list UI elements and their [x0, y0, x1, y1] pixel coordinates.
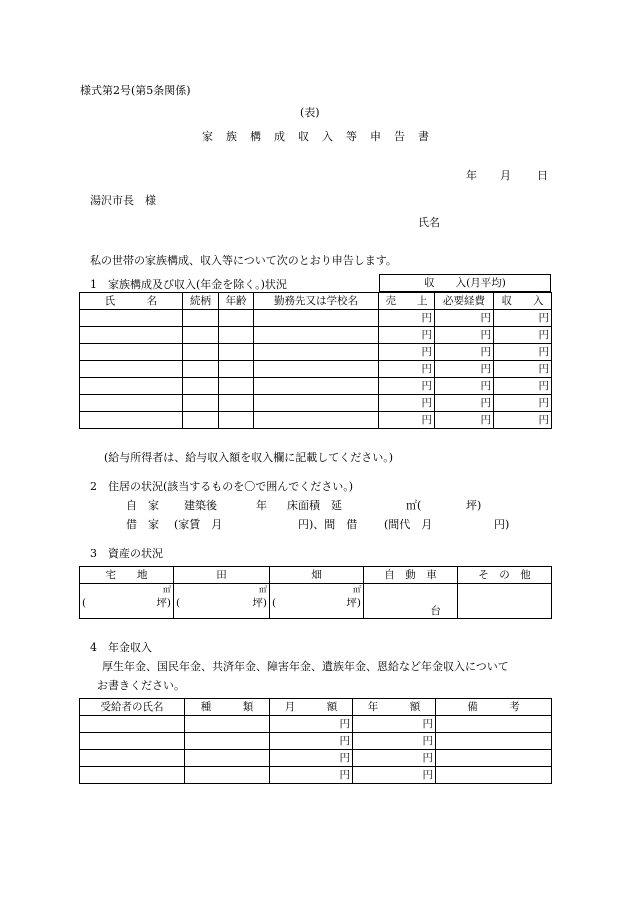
- table-row: [80, 378, 552, 395]
- assets-table: [79, 566, 552, 619]
- expenses-cell[interactable]: [435, 361, 494, 378]
- name-cell[interactable]: [80, 310, 183, 327]
- col-residential-land: 宅 地: [80, 567, 174, 584]
- farm-field-cell[interactable]: [270, 584, 364, 619]
- yen-unit: 円: [480, 397, 491, 409]
- family-table-header: [80, 293, 552, 310]
- name-cell[interactable]: [80, 361, 183, 378]
- tsubo-close: 坪): [346, 597, 361, 609]
- income-cell[interactable]: [494, 310, 552, 327]
- own-house: 自 家: [126, 499, 159, 512]
- date-month: 月: [500, 169, 511, 182]
- section1-heading: 1 家族構成及び収入(年金を除く。)状況: [90, 278, 287, 291]
- table-row: [80, 361, 552, 378]
- col-farm-field: 畑: [270, 567, 364, 584]
- residential-land-cell[interactable]: [80, 584, 174, 619]
- rice-field-cell[interactable]: [174, 584, 270, 619]
- remarks-cell[interactable]: [436, 716, 552, 733]
- sales-cell[interactable]: [379, 310, 435, 327]
- remarks-cell[interactable]: [436, 767, 552, 784]
- yen-unit: 円: [422, 735, 433, 747]
- yen-unit: 円: [480, 312, 491, 324]
- name-cell[interactable]: [80, 344, 183, 361]
- sales-cell[interactable]: [379, 361, 435, 378]
- section4-text-line1: 厚生年金、国民年金、共済年金、障害年金、遺族年金、恩給など年金収入について: [102, 660, 509, 673]
- table-row: [80, 395, 552, 412]
- age-cell[interactable]: [219, 327, 254, 344]
- age-cell[interactable]: [219, 344, 254, 361]
- yen-unit: 円: [480, 346, 491, 358]
- col-age: 年齢: [219, 293, 254, 310]
- monthly-cell[interactable]: [270, 767, 353, 784]
- relation-cell[interactable]: [183, 344, 219, 361]
- recipient-cell[interactable]: [80, 733, 185, 750]
- tsubo-close: 坪): [156, 597, 171, 609]
- expenses-cell[interactable]: [435, 378, 494, 395]
- pension-header: [80, 699, 552, 716]
- name-cell[interactable]: [80, 412, 183, 429]
- recipient-cell[interactable]: [80, 750, 185, 767]
- front-side-label: (表): [300, 106, 320, 119]
- col-annual-amount: 年 額: [353, 699, 436, 716]
- floor-tsubo: 坪): [466, 499, 482, 512]
- yen-unit: 円: [421, 414, 432, 426]
- section4-text-line2: お書きください。: [97, 679, 185, 692]
- tsubo-open: (: [82, 597, 87, 609]
- room-yen: 円): [494, 518, 510, 531]
- expenses-cell[interactable]: [435, 395, 494, 412]
- col-pension-type: 種 類: [185, 699, 270, 716]
- remarks-cell[interactable]: [436, 733, 552, 750]
- workplace-cell[interactable]: [254, 412, 379, 429]
- income-header: 収 入(月平均): [380, 275, 551, 292]
- col-income: 収 入: [494, 293, 552, 310]
- sales-cell[interactable]: [379, 412, 435, 429]
- expenses-cell[interactable]: [435, 344, 494, 361]
- age-cell[interactable]: [219, 412, 254, 429]
- addressee: 湯沢市長 様: [90, 194, 156, 207]
- income-cell[interactable]: [494, 344, 552, 361]
- rent-yen: 円)、間 借: [298, 518, 358, 531]
- table-row: [80, 327, 552, 344]
- age-cell[interactable]: [219, 361, 254, 378]
- tsubo-close: 坪): [252, 597, 267, 609]
- pension-table: [79, 698, 552, 784]
- type-cell[interactable]: [185, 733, 270, 750]
- expenses-cell[interactable]: [435, 412, 494, 429]
- col-recipient-name: 受給者の氏名: [80, 699, 185, 716]
- yen-unit: 円: [421, 346, 432, 358]
- workplace-cell[interactable]: [254, 327, 379, 344]
- name-cell[interactable]: [80, 395, 183, 412]
- relation-cell[interactable]: [183, 327, 219, 344]
- workplace-cell[interactable]: [254, 344, 379, 361]
- vehicle-cell[interactable]: [364, 584, 458, 619]
- table-row: [80, 716, 552, 733]
- sales-cell[interactable]: [379, 327, 435, 344]
- name-cell[interactable]: [80, 378, 183, 395]
- yen-unit: 円: [538, 312, 549, 324]
- relation-cell[interactable]: [183, 361, 219, 378]
- workplace-cell[interactable]: [254, 310, 379, 327]
- age-cell[interactable]: [219, 378, 254, 395]
- annual-cell[interactable]: [353, 750, 436, 767]
- col-workplace: 勤務先又は学校名: [254, 293, 379, 310]
- relation-cell[interactable]: [183, 378, 219, 395]
- monthly-cell[interactable]: [270, 716, 353, 733]
- other-assets-cell[interactable]: [458, 584, 552, 619]
- col-name: 氏 名: [80, 293, 183, 310]
- years-label: 年: [256, 499, 267, 512]
- sales-cell[interactable]: [379, 378, 435, 395]
- yen-unit: 円: [538, 329, 549, 341]
- annual-cell[interactable]: [353, 733, 436, 750]
- yen-unit: 円: [538, 414, 549, 426]
- section1-note: (給与所得者は、給与収入額を収入欄に記載してください。): [104, 451, 394, 464]
- remarks-cell[interactable]: [436, 750, 552, 767]
- sqm-unit: ㎡: [259, 585, 267, 594]
- col-sales: 売 上: [379, 293, 435, 310]
- section2-heading: 2 住居の状況(該当するものを〇で囲んでください。): [90, 480, 354, 493]
- type-cell[interactable]: [185, 750, 270, 767]
- yen-unit: 円: [339, 735, 350, 747]
- yen-unit: 円: [422, 769, 433, 781]
- intro-text: 私の世帯の家族構成、収入等について次のとおり申告します。: [90, 254, 397, 267]
- col-vehicle: 自 動 車: [364, 567, 458, 584]
- workplace-cell[interactable]: [254, 361, 379, 378]
- table-row: [80, 750, 552, 767]
- page-title: 家族構成収入等申告書: [202, 130, 442, 143]
- recipient-cell[interactable]: [80, 716, 185, 733]
- yen-unit: 円: [480, 329, 491, 341]
- yen-unit: 円: [339, 718, 350, 730]
- income-cell[interactable]: [494, 361, 552, 378]
- assets-header: [80, 567, 552, 584]
- yen-unit: 円: [421, 380, 432, 392]
- table-row: [80, 733, 552, 750]
- type-cell[interactable]: [185, 767, 270, 784]
- relation-cell[interactable]: [183, 395, 219, 412]
- workplace-cell[interactable]: [254, 378, 379, 395]
- table-row: [80, 412, 552, 429]
- yen-unit: 円: [538, 346, 549, 358]
- sqm-unit: ㎡: [163, 585, 171, 594]
- income-cell[interactable]: [494, 378, 552, 395]
- yen-unit: 円: [422, 718, 433, 730]
- yen-unit: 円: [538, 363, 549, 375]
- yen-unit: 円: [480, 363, 491, 375]
- table-row: [80, 344, 552, 361]
- annual-cell[interactable]: [353, 767, 436, 784]
- yen-unit: 円: [480, 380, 491, 392]
- room-label: (間代 月: [384, 518, 433, 531]
- yen-unit: 円: [422, 752, 433, 764]
- col-expenses: 必要経費: [435, 293, 494, 310]
- workplace-cell[interactable]: [254, 395, 379, 412]
- built-after-label: 建築後: [184, 499, 217, 512]
- tsubo-open: (: [176, 597, 181, 609]
- monthly-cell[interactable]: [270, 750, 353, 767]
- col-monthly-amount: 月 額: [270, 699, 353, 716]
- age-cell[interactable]: [219, 395, 254, 412]
- floor-area-label: 床面積 延: [287, 499, 342, 512]
- expenses-cell[interactable]: [435, 310, 494, 327]
- sales-cell[interactable]: [379, 344, 435, 361]
- table-row: [80, 310, 552, 327]
- family-table: [79, 292, 552, 429]
- income-cell[interactable]: [494, 395, 552, 412]
- relation-cell[interactable]: [183, 412, 219, 429]
- yen-unit: 円: [339, 752, 350, 764]
- expenses-cell[interactable]: [435, 327, 494, 344]
- name-cell[interactable]: [80, 327, 183, 344]
- date-year: 年: [466, 169, 477, 182]
- yen-unit: 円: [421, 312, 432, 324]
- rented-house: 借 家: [126, 518, 159, 531]
- age-cell[interactable]: [219, 310, 254, 327]
- section4-heading: 4 年金収入: [90, 641, 152, 654]
- type-cell[interactable]: [185, 716, 270, 733]
- section3-heading: 3 資産の状況: [90, 547, 163, 560]
- form-number: 様式第2号(第5条関係): [80, 84, 191, 97]
- col-relation: 続柄: [183, 293, 219, 310]
- rent-label: (家賃 月: [174, 518, 223, 531]
- table-row: [80, 767, 552, 784]
- sales-cell[interactable]: [379, 395, 435, 412]
- yen-unit: 円: [480, 414, 491, 426]
- yen-unit: 円: [421, 397, 432, 409]
- col-other: そ の 他: [458, 567, 552, 584]
- sqm-unit: ㎡: [353, 585, 361, 594]
- annual-cell[interactable]: [353, 716, 436, 733]
- yen-unit: 円: [421, 329, 432, 341]
- yen-unit: 円: [421, 363, 432, 375]
- date-day: 日: [537, 169, 548, 182]
- income-header-box: [379, 274, 551, 292]
- col-rice-field: 田: [174, 567, 270, 584]
- income-cell[interactable]: [494, 327, 552, 344]
- name-label: 氏名: [418, 216, 440, 229]
- yen-unit: 円: [339, 769, 350, 781]
- monthly-cell[interactable]: [270, 733, 353, 750]
- vehicle-unit: 台: [430, 605, 441, 617]
- yen-unit: 円: [538, 397, 549, 409]
- floor-sqm: ㎡(: [406, 499, 422, 512]
- income-cell[interactable]: [494, 412, 552, 429]
- col-remarks: 備 考: [436, 699, 552, 716]
- yen-unit: 円: [538, 380, 549, 392]
- relation-cell[interactable]: [183, 310, 219, 327]
- assets-row: [80, 584, 552, 619]
- tsubo-open: (: [272, 597, 277, 609]
- recipient-cell[interactable]: [80, 767, 185, 784]
